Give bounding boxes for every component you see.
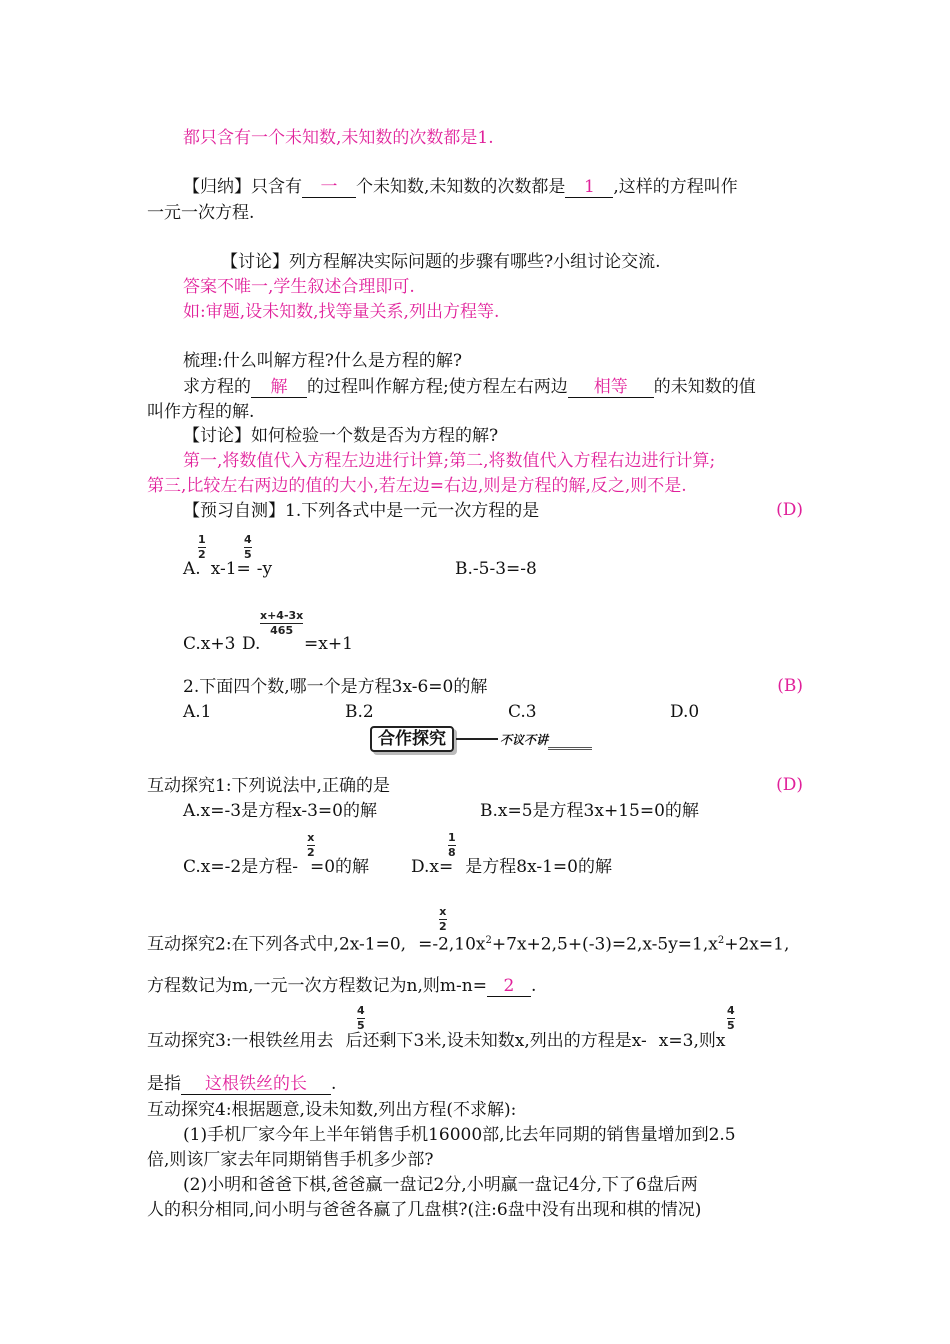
exploration-1-option-b: B.x=5是方程3x+15=0的解 — [480, 801, 699, 821]
discussion-1-answer-a: 答案不唯一,学生叙述合理即可. — [183, 277, 415, 297]
summary-text-b: 个未知数,未知数的次数都是 — [356, 177, 566, 197]
exploration-4-q2-a: (2)小明和爸爸下棋,爸爸赢一盘记2分,小明赢一盘记4分,下了6盘后两 — [183, 1175, 698, 1195]
review-text-c: 的未知数的值 — [653, 377, 756, 397]
discussion-1-answer-b: 如:审题,设未知数,找等量关系,列出方程等. — [183, 302, 500, 322]
q1-option-d-tail: =x+1 — [304, 634, 353, 654]
banner-subtitle: 不议不讲 — [500, 732, 549, 747]
summary-blank-1: 一 — [302, 177, 356, 198]
banner-title: 合作探究 — [370, 726, 454, 752]
q1-answer: (D) — [776, 500, 803, 520]
discussion-2-answer-b: 第三,比较左右两边的值的大小,若左边=右边,则是方程的解,反之,则不是. — [147, 476, 687, 496]
banner-dash — [456, 738, 498, 740]
exploration-3-blank: 这根铁丝的长 — [181, 1074, 331, 1095]
banner-rule — [548, 739, 592, 750]
exploration-1-option-d: D.x= 是方程8x-1=0的解 — [411, 857, 612, 877]
review-blank-2: 相等 — [568, 377, 654, 398]
exploration-4-q1-b: 倍,则该厂家去年同期销售手机多少部? — [147, 1150, 434, 1170]
exploration-4-q2-b: 人的积分相同,问小明与爸爸各赢了几盘棋?(注:6盘中没有出现和棋的情况) — [147, 1200, 702, 1220]
intro-answer-line: 都只含有一个未知数,未知数的次数都是1. — [183, 128, 494, 148]
summary-line-2: 一元一次方程. — [147, 203, 255, 223]
q2-option-d: D.0 — [670, 702, 700, 722]
q2-option-c: C.3 — [508, 702, 537, 722]
exploration-3-line-2: 是指 这根铁丝的长 . — [147, 1074, 337, 1094]
exploration-4: 互动探究4:根据题意,设未知数,列出方程(不求解): — [147, 1100, 517, 1120]
fraction-one-half: 1 2 — [198, 533, 206, 561]
q1-option-d-label: D. — [242, 634, 261, 654]
q1-option-b: B.-5-3=-8 — [455, 559, 537, 579]
summary-text-a: 【归纳】只含有 — [183, 177, 302, 197]
fraction-x-over-2: x 2 — [307, 831, 315, 859]
review-blank-1: 解 — [251, 377, 307, 398]
preview-test-q1: 【预习自测】1.下列各式中是一元一次方程的是 — [183, 501, 540, 521]
exploration-1-answer: (D) — [776, 775, 803, 795]
summary-text-c: ,这样的方程叫作 — [613, 177, 738, 197]
q2-option-a: A.1 — [183, 702, 212, 722]
exploration-4-q1-a: (1)手机厂家今年上半年销售手机16000部,比去年同期的销售量增加到2.5 — [183, 1125, 736, 1145]
fraction-x-over-2-b: x 2 — [439, 905, 447, 933]
q1-option-a: A. x-1= -y — [183, 559, 273, 579]
review-line — [183, 376, 756, 398]
exploration-2-blank: 2 — [487, 976, 531, 997]
exploration-3: 互动探究3:一根铁丝用去 后还剩下3米,设未知数x,列出的方程是x- x=3,则x — [147, 1031, 726, 1051]
review-question: 梳理:什么叫解方程?什么是方程的解? — [183, 351, 462, 371]
discussion-2-answer-a: 第一,将数值代入方程左边进行计算;第二,将数值代入方程右边进行计算; — [183, 451, 716, 471]
review-line-2: 叫作方程的解. — [147, 402, 255, 422]
preview-test-q2: 2.下面四个数,哪一个是方程3x-6=0的解 — [183, 677, 488, 697]
q2-answer: (B) — [777, 676, 803, 696]
summary-line — [183, 176, 738, 198]
fraction-option-d: x+4-3x 465 — [260, 609, 304, 637]
review-text-b: 的过程叫作解方程;使方程左右两边 — [307, 377, 568, 397]
exploration-1: 互动探究1:下列说法中,正确的是 — [147, 776, 390, 796]
q1-option-c: C.x+3 — [183, 634, 236, 654]
exploration-2: 互动探究2:在下列各式中,2x-1=0, $=-2,10x^2+7x+2,5+(-3)=2,x-5y=1,x^2+2x=1$, — [147, 934, 790, 955]
exploration-2-line-2: 方程数记为m,一元一次方程数记为n,则m-n= 2 . — [147, 976, 537, 996]
fraction-four-fifths: 4 5 — [244, 533, 252, 561]
exploration-1-option-a: A.x=-3是方程x-3=0的解 — [183, 801, 377, 821]
fraction-one-eighth: 1 8 — [448, 831, 456, 859]
review-text-a: 求方程的 — [183, 377, 251, 397]
discussion-1: 【讨论】列方程解决实际问题的步骤有哪些?小组讨论交流. — [221, 252, 661, 272]
summary-blank-2: 1 — [565, 177, 613, 198]
section-banner — [370, 726, 592, 752]
fraction-four-fifths-b: 4 5 — [357, 1004, 365, 1032]
exploration-1-option-c: C.x=-2是方程- =0的解 — [183, 857, 370, 877]
discussion-2: 【讨论】如何检验一个数是否为方程的解? — [183, 426, 499, 446]
fraction-four-fifths-c: 4 5 — [727, 1004, 735, 1032]
q2-option-b: B.2 — [345, 702, 374, 722]
